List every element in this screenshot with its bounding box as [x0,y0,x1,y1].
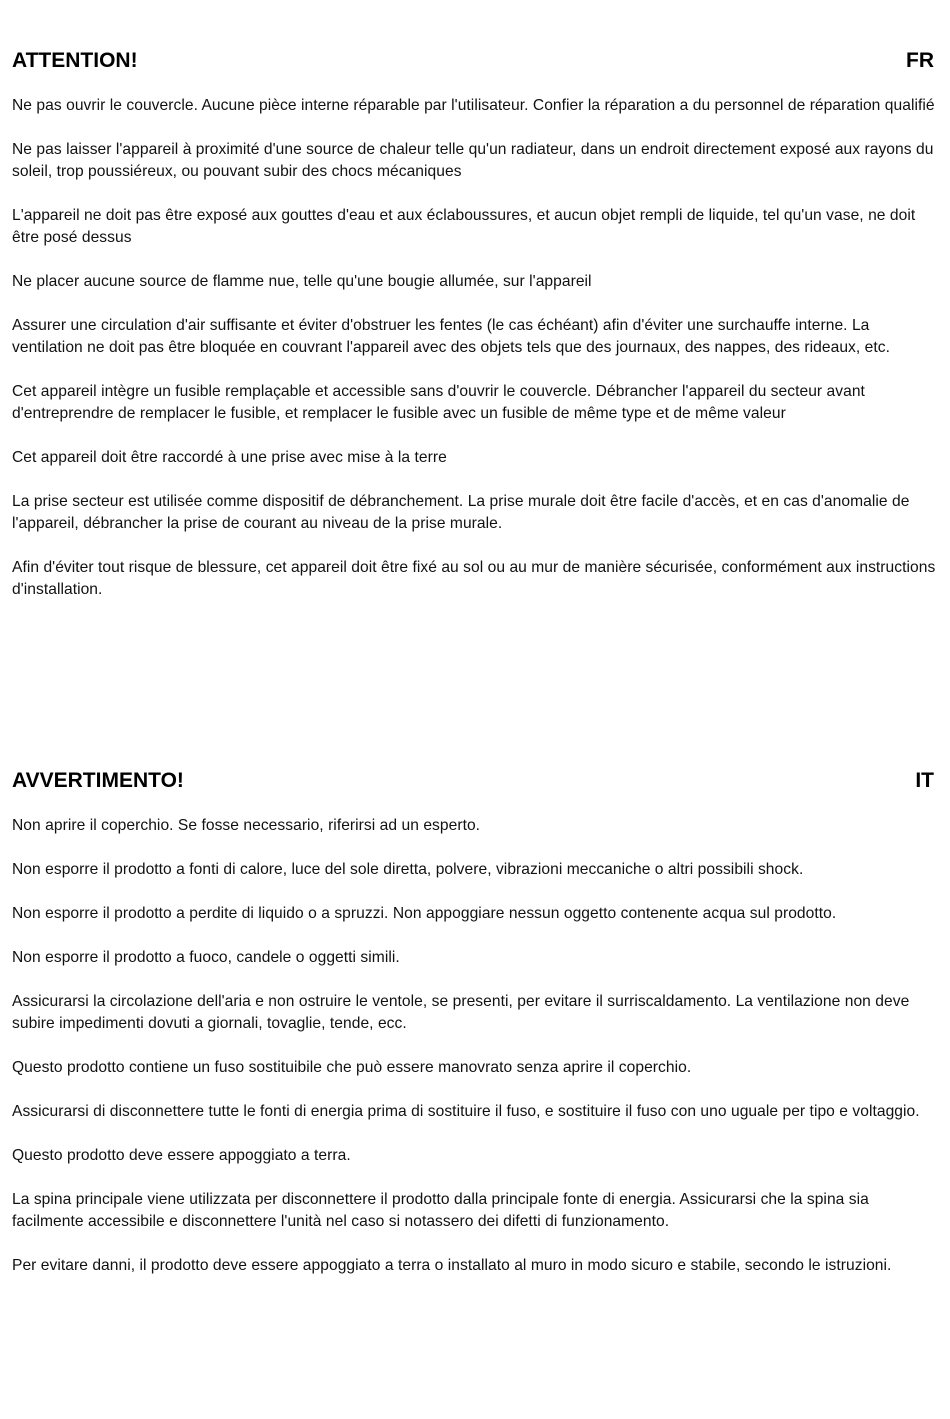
language-code: IT [915,769,934,792]
warning-paragraph: Cet appareil intègre un fusible remplaçable et accessible sans d'ouvrir le couvercle. Débrancher l'appareil du secteur avant d'entreprendre de remplacer le fusible, et remplacer le fusible avec un fusible de même type et de même valeur [12,383,865,422]
warning-paragraph: Per evitare danni, il prodotto deve essere appoggiato a terra o installato al muro in modo sicuro e stabile, secondo le istruzioni. [12,1257,892,1274]
warning-paragraph: Non esporre il prodotto a fonti di calore, luce del sole diretta, polvere, vibrazioni meccaniche o altri possibili shock. [12,861,804,878]
section-title: AVVERTIMENTO! [12,769,184,792]
section-heading-it [12,767,938,795]
warning-section-it [12,767,938,1299]
warning-paragraph: Assurer une circulation d'air suffisante et éviter d'obstruer les fentes (le cas échéant) afin d'éviter une surchauffe interne. La ventilation ne doit pas être bloquée en couvrant l'appareil avec des objets tels que des journaux, des nappes, des rideaux, etc. [12,317,890,356]
warning-paragraph: L'appareil ne doit pas être exposé aux gouttes d'eau et aux éclaboussures, et aucun objet rempli de liquide, tel qu'un vase, ne doit être posé dessus [12,207,916,246]
language-code: FR [906,49,934,72]
warning-paragraph: Non esporre il prodotto a perdite di liquido o a spruzzi. Non appoggiare nessun oggetto contenente acqua sul prodotto. [12,905,837,922]
warning-section-fr [12,47,938,623]
section-title: ATTENTION! [12,49,138,72]
warning-paragraph: La spina principale viene utilizzata per disconnettere il prodotto dalla principale fonte di energia. Assicurarsi che la spina sia facilmente accessibile e disconnettere l'unità nel caso si notassero dei difetti di funzionamento. [12,1191,869,1230]
warning-paragraph: Non esporre il prodotto a fuoco, candele o oggetti simili. [12,949,400,966]
warning-paragraph: Ne pas ouvrir le couvercle. Aucune pièce interne réparable par l'utilisateur. Confier la réparation a du personnel de réparation qualifié [12,97,935,114]
warning-paragraph: Ne pas laisser l'appareil à proximité d'une source de chaleur telle qu'un radiateur, dans un endroit directement exposé aux rayons du soleil, trop poussiéreux, ou pouvant subir des chocs mécaniques [12,141,934,180]
warning-paragraph: Cet appareil doit être raccordé à une prise avec mise à la terre [12,449,447,466]
warning-paragraph: Non aprire il coperchio. Se fosse necessario, riferirsi ad un esperto. [12,817,481,834]
warning-paragraph: La prise secteur est utilisée comme dispositif de débranchement. La prise murale doit être facile d'accès, et en cas d'anomalie de l'appareil, débrancher la prise de courant au niveau de la prise murale. [12,493,910,532]
warning-paragraph: Questo prodotto contiene un fuso sostituibile che può essere manovrato senza aprire il coperchio. [12,1059,692,1076]
warning-paragraph: Ne placer aucune source de flamme nue, telle qu'une bougie allumée, sur l'appareil [12,273,592,290]
warning-paragraph: Assicurarsi la circolazione dell'aria e non ostruire le ventole, se presenti, per evitare il surriscaldamento. La ventilazione non deve subire impedimenti dovuti a giornali, tovaglie, tende, ecc. [12,993,910,1032]
warning-paragraph: Afin d'éviter tout risque de blessure, cet appareil doit être fixé au sol ou au mur de manière sécurisée, conformément aux instructions d'installation. [12,559,936,598]
warning-paragraph: Questo prodotto deve essere appoggiato a terra. [12,1147,351,1164]
section-heading-fr [12,47,938,75]
warning-paragraph: Assicurarsi di disconnettere tutte le fonti di energia prima di sostituire il fuso, e sostituire il fuso con uno uguale per tipo e voltaggio. [12,1103,920,1120]
